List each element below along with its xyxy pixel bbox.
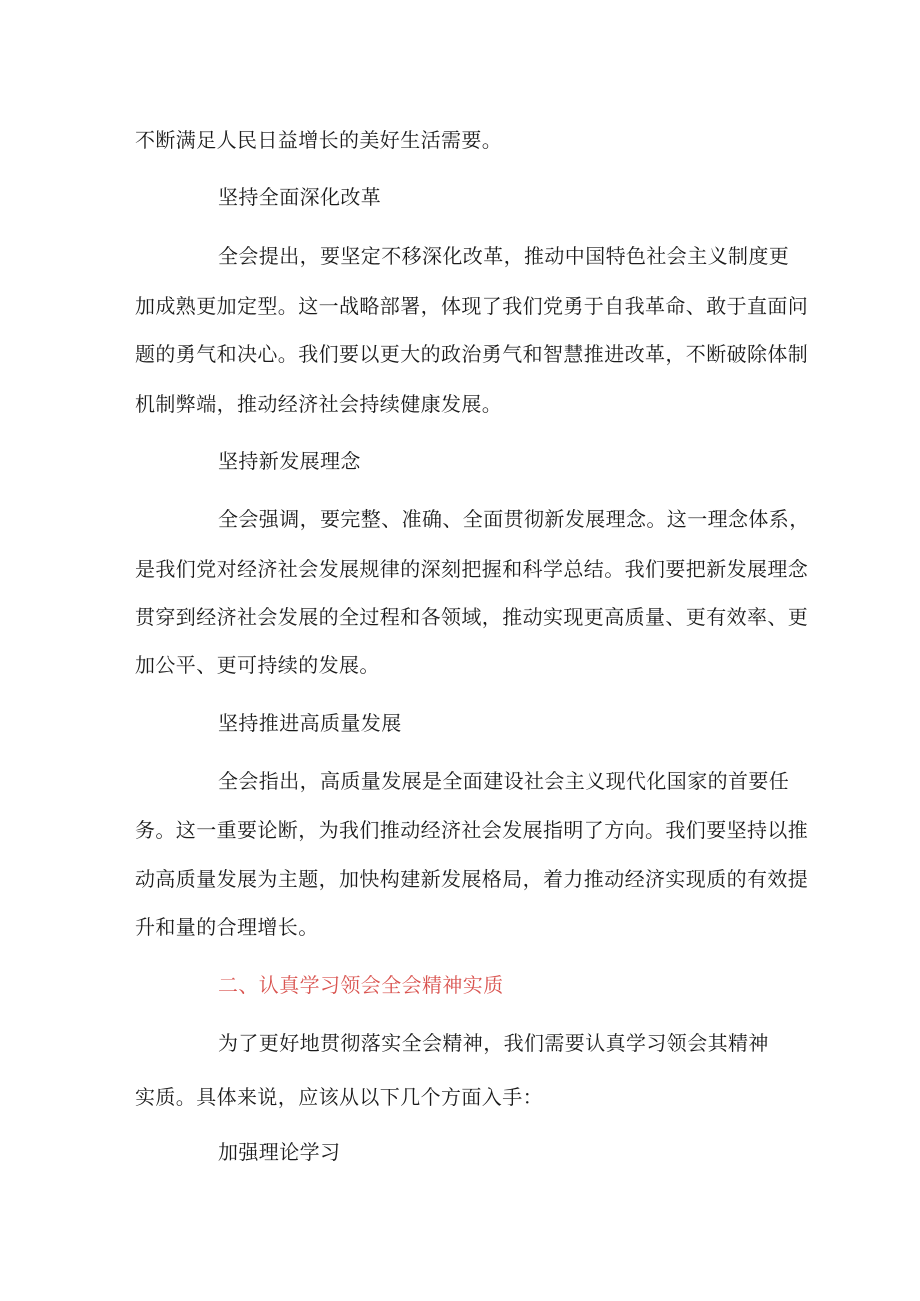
subheading-new-development-concept: 坚持新发展理念 xyxy=(218,449,361,473)
paragraph-line: 为了更好地贯彻落实全会精神，我们需要认真学习领会其精神 xyxy=(218,1031,769,1055)
paragraph-line: 全会指出，高质量发展是全面建设社会主义现代化国家的首要任 xyxy=(218,769,790,793)
paragraph-line: 实质。具体来说，应该从以下几个方面入手： xyxy=(135,1085,543,1109)
paragraph-line: 不断满足人民日益增长的美好生活需要。 xyxy=(135,128,503,152)
paragraph-line: 题的勇气和决心。我们要以更大的政治勇气和智慧推进改革，不断破除体制 xyxy=(135,342,809,366)
paragraph-line: 全会提出，要坚定不移深化改革，推动中国特色社会主义制度更 xyxy=(218,244,790,268)
paragraph-line: 加成熟更加定型。这一战略部署，体现了我们党勇于自我革命、敢于直面问 xyxy=(135,294,809,318)
paragraph-line: 机制弊端，推动经济社会持续健康发展。 xyxy=(135,392,503,416)
paragraph-line: 是我们党对经济社会发展规律的深刻把握和科学总结。我们要把新发展理念 xyxy=(135,557,809,581)
subheading-strengthen-theory-study: 加强理论学习 xyxy=(218,1140,341,1164)
subheading-deepen-reform: 坚持全面深化改革 xyxy=(218,185,382,209)
paragraph-line: 贯穿到经济社会发展的全过程和各领域，推动实现更高质量、更有效率、更 xyxy=(135,605,809,629)
paragraph-line: 加公平、更可持续的发展。 xyxy=(135,653,380,677)
subheading-high-quality-development: 坚持推进高质量发展 xyxy=(218,711,402,735)
paragraph-line: 全会强调，要完整、准确、全面贯彻新发展理念。这一理念体系， xyxy=(218,507,810,531)
section-heading-study-spirit: 二、认真学习领会全会精神实质 xyxy=(218,973,504,997)
paragraph-line: 动高质量发展为主题，加快构建新发展格局，着力推动经济实现质的有效提 xyxy=(135,867,809,891)
paragraph-line: 升和量的合理增长。 xyxy=(135,915,319,939)
paragraph-line: 务。这一重要论断，为我们推动经济社会发展指明了方向。我们要坚持以推 xyxy=(135,818,809,842)
